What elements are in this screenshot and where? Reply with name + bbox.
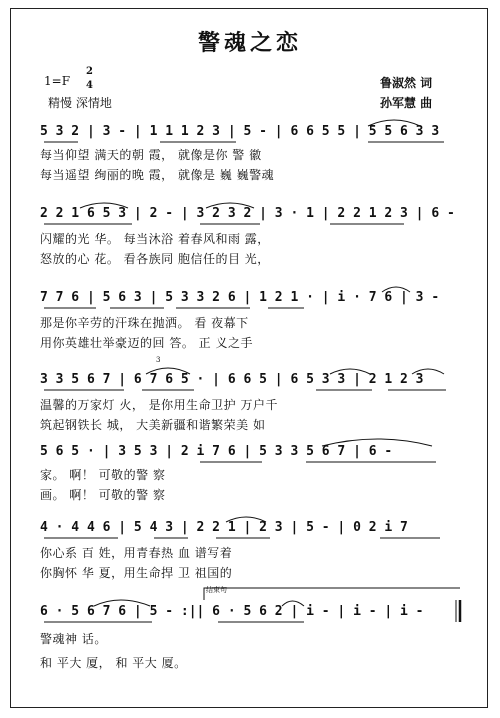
lyric-line-6-verse-2: 你胸怀 华 夏，用生命捍 卫 祖国的 xyxy=(40,566,233,580)
lyric-line-2-verse-1: 闪耀的光 华。 每当沐浴 着春风和雨 露， xyxy=(40,232,270,246)
triplet-mark: 3 xyxy=(156,356,161,364)
lyric-line-4-verse-2: 筑起钢铁长 城， 大美新疆和谐繁荣美 如 xyxy=(40,418,266,432)
key-signature: 1=F xyxy=(44,74,71,88)
notation-line-1: 5 3 2 | 3 - | 1 1 1 2 3 | 5 - | 6 6 5 5 | 5 5 6 3 3 xyxy=(40,124,440,139)
lyric-line-7-verse-2: 和 平大 厦， 和 平大 厦。 xyxy=(40,656,187,670)
notation-line-6: 4 · 4 4 6 | 5 4 3 | 2 2 1 | 2 3 | 5 - | 0 2 i 7 xyxy=(40,520,408,535)
lyric-line-1-verse-2: 每当遥望 绚丽的晚 霞， 就像是 巍 巍警魂 xyxy=(40,168,275,182)
lyric-line-3-verse-2: 用你英雄壮举豪迈的回 答。 正 义之手 xyxy=(40,336,253,350)
composer-credit: 孙军慧 曲 xyxy=(380,96,433,110)
tempo-marking: 精慢 深情地 xyxy=(48,96,112,110)
notation-line-4: 3 3 5 6 7 | 6 7 6 5 · | 6 6 5 | 6 5 3 3 | 2 1 2 3 xyxy=(40,372,424,387)
ending-label: 结束句 xyxy=(206,586,227,594)
lyric-line-5-verse-2: 画。 啊！ 可敬的警 察 xyxy=(40,488,166,502)
notation-line-5: 5 6 5 · | 3 5 3 | 2 i 7 6 | 5 3 3 5 6 7 | 6 - xyxy=(40,444,393,459)
lyric-line-7-verse-1: 警魂神 话。 xyxy=(40,632,107,646)
time-signature-top: 2 xyxy=(86,66,93,77)
lyric-line-6-verse-1: 你心系 百 姓，用青春热 血 谱写着 xyxy=(40,546,233,560)
notation-line-3: 7 7 6 | 5 6 3 | 5 3 3 2 6 | 1 2 1 · | i · 7 6 | 3 - xyxy=(40,290,440,305)
lyric-line-5-verse-1: 家。 啊！ 可敬的警 察 xyxy=(40,468,166,482)
time-signature-bottom: 4 xyxy=(86,80,93,91)
lyric-line-4-verse-1: 温馨的万家灯 火， 是你用生命卫护 万户千 xyxy=(40,398,278,412)
lyric-line-3-verse-1: 那是你辛劳的汗珠在抛洒。 看 夜幕下 xyxy=(40,316,249,330)
lyric-line-1-verse-1: 每当仰望 满天的朝 霞， 就像是你 警 徽 xyxy=(40,148,262,162)
notation-line-7: 6 · 5 6 7 6 | 5 - :|| 6 · 5 6 2 | i - | i - | i - xyxy=(40,604,424,619)
lyric-line-2-verse-2: 怒放的心 花。 看各族同 胞信任的目 光， xyxy=(40,252,270,266)
lyricist-credit: 鲁淑然 词 xyxy=(380,76,433,90)
notation-line-2: 2 2 1 6 5 3 | 2 - | 3 2 3 2 | 3 · 1 | 2 2 1 2 3 | 6 - xyxy=(40,206,455,221)
song-title: 警魂之恋 xyxy=(197,31,302,56)
